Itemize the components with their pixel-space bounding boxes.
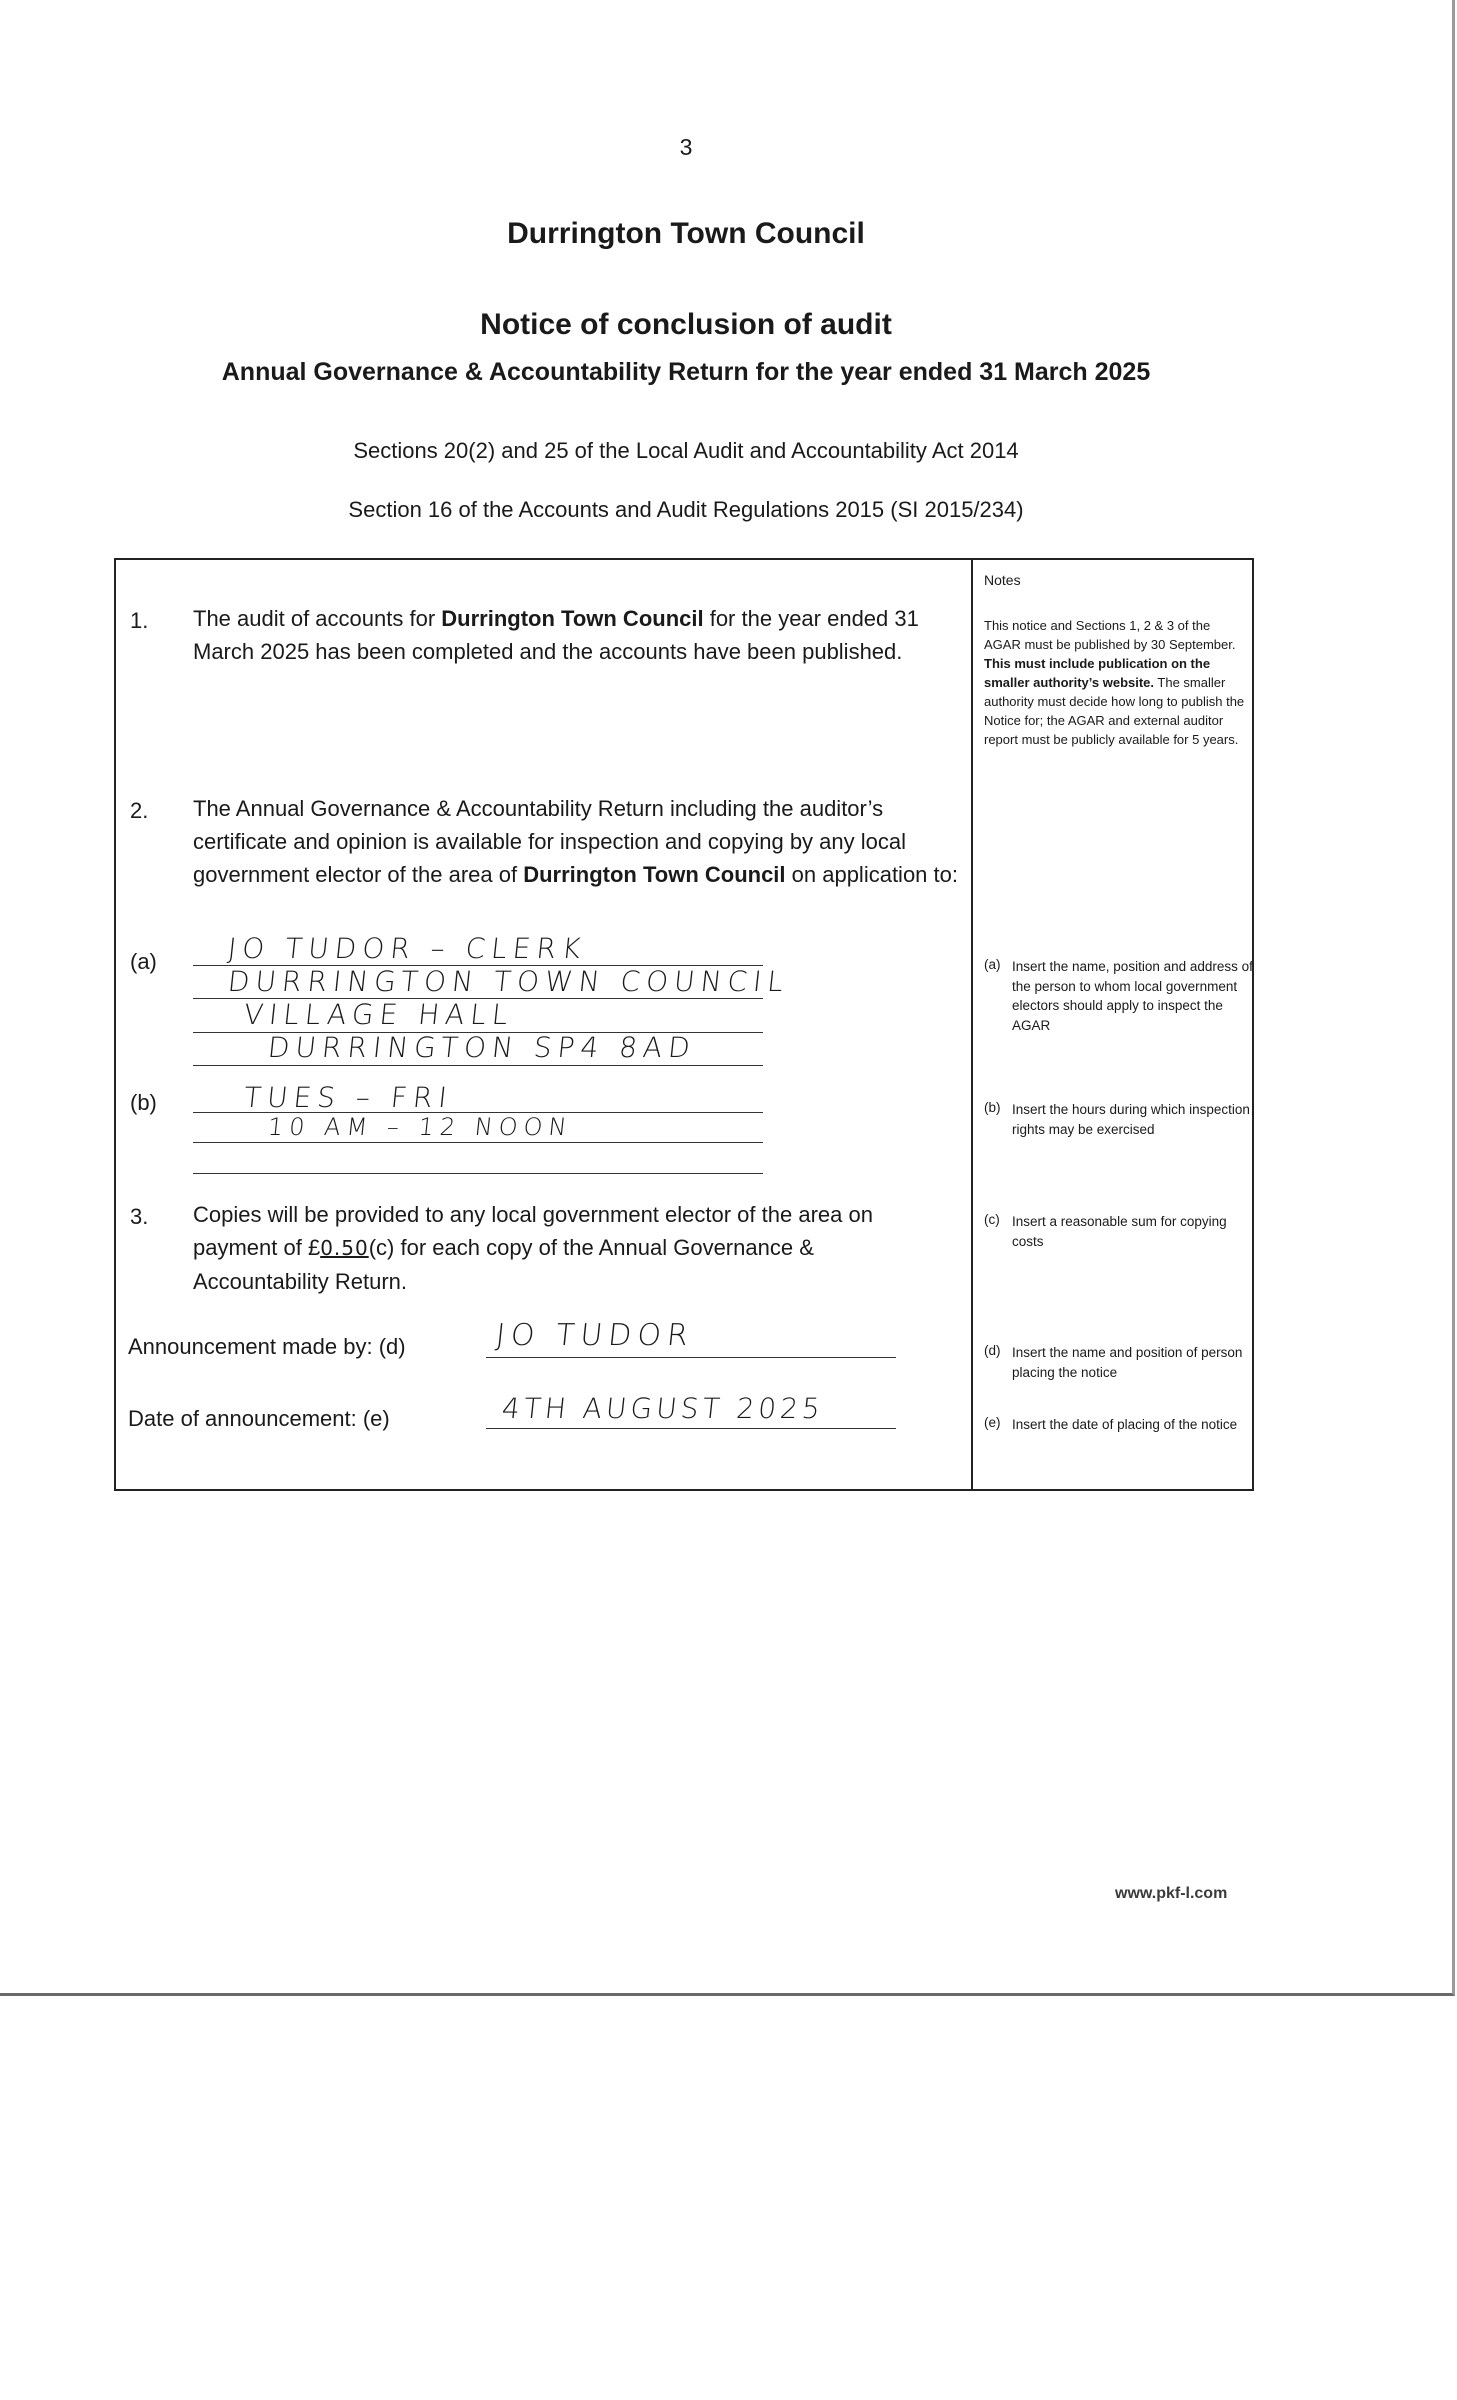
section-1-text-a: The audit of accounts for — [193, 606, 442, 631]
handwritten-a-line-2: DURRINGTON TOWN COUNCIL — [226, 965, 791, 998]
handwritten-b-line-1: TUES – FRI — [242, 1081, 455, 1114]
announcement-handwritten: JO TUDOR — [494, 1318, 696, 1353]
copy-cost-handwritten: 0.50 — [320, 1236, 369, 1260]
note-a-text: Insert the name, position and address of the person to whom local government electors should apply to inspect the AGAR — [1012, 959, 1253, 1033]
handwritten-a-line-4: DURRINGTON SP4 8AD — [266, 1031, 698, 1064]
legal-reference-regulations: Section 16 of the Accounts and Audit Regulations 2015 (SI 2015/234) — [348, 497, 1024, 522]
notes-main-b: The smaller authority must decide how long to publish the Notice for; the AGAR and external auditor report must be publicly available for 5 years. — [984, 675, 1245, 747]
section-1-text — [193, 602, 945, 668]
section-3-text — [193, 1198, 953, 1298]
section-2-council: Durrington Town Council — [523, 862, 786, 887]
notes-heading: Notes — [984, 572, 1021, 588]
date-label: Date of announcement: (e) — [128, 1406, 390, 1431]
notes-main-a: This notice and Sections 1, 2 & 3 of the AGAR must be published by 30 September. — [984, 618, 1236, 652]
note-c-letter: (c) — [984, 1212, 1000, 1227]
column-divider — [971, 560, 973, 1489]
section-2-text-a: The Annual Governance & Accountability Return including the auditor’s certificate and opinion is available for inspection and copying by any local government elector of the area of — [193, 796, 906, 887]
date-line — [486, 1428, 896, 1429]
line-a-4 — [193, 1065, 763, 1066]
section-1-council: Durrington Town Council — [441, 606, 704, 631]
council-title: Durrington Town Council — [507, 217, 865, 250]
agar-subtitle: Annual Governance & Accountability Return for the year ended 31 March 2025 — [221, 358, 1151, 386]
note-b-text: Insert the hours during which inspection rights may be exercised — [1012, 1102, 1250, 1137]
handwritten-a-line-1: JO TUDOR – CLERK — [226, 932, 589, 965]
notes-main — [984, 616, 1246, 749]
section-3-text-b: (c) for each copy of the Annual Governance & Accountability Return. — [193, 1235, 814, 1294]
note-d-letter: (d) — [984, 1343, 1001, 1358]
note-c-text: Insert a reasonable sum for copying costs — [1012, 1214, 1227, 1249]
line-b-2 — [193, 1142, 763, 1143]
section-2-text — [193, 792, 963, 891]
section-1-number: 1. — [130, 608, 149, 633]
handwritten-a-line-3: VILLAGE HALL — [242, 998, 516, 1031]
label-b: (b) — [130, 1090, 157, 1115]
section-2-number: 2. — [130, 798, 149, 823]
notice-form-box — [114, 558, 1254, 1491]
announcement-label: Announcement made by: (d) — [128, 1334, 406, 1359]
label-a: (a) — [130, 949, 157, 974]
footer-url[interactable]: www.pkf-l.com — [1115, 1885, 1228, 1902]
note-b-letter: (b) — [984, 1100, 1001, 1115]
notice-title: Notice of conclusion of audit — [480, 308, 892, 341]
page-number: 3 — [679, 134, 693, 160]
section-2-text-b: on application to: — [785, 862, 958, 887]
notes-main-bold: This must include publication on the smaller authority’s website. — [984, 656, 1211, 690]
announcement-line — [486, 1357, 896, 1358]
note-e-text: Insert the date of placing of the notice — [1012, 1417, 1238, 1432]
section-3-number: 3. — [130, 1204, 149, 1229]
handwritten-b-line-2: 10 AM – 12 NOON — [266, 1113, 574, 1141]
note-a-letter: (a) — [984, 957, 1001, 972]
legal-reference-act: Sections 20(2) and 25 of the Local Audit and Accountability Act 2014 — [353, 438, 1019, 463]
section-1-text-b: for the year ended 31 March 2025 has been completed and the accounts have been published. — [193, 606, 919, 664]
date-handwritten: 4TH AUGUST 2025 — [500, 1392, 826, 1425]
note-e-letter: (e) — [984, 1415, 1001, 1430]
note-d-text: Insert the name and position of person placing the notice — [1012, 1345, 1243, 1380]
section-3-text-a: Copies will be provided to any local government elector of the area on payment of £ — [193, 1202, 873, 1260]
line-b-3 — [193, 1173, 763, 1174]
